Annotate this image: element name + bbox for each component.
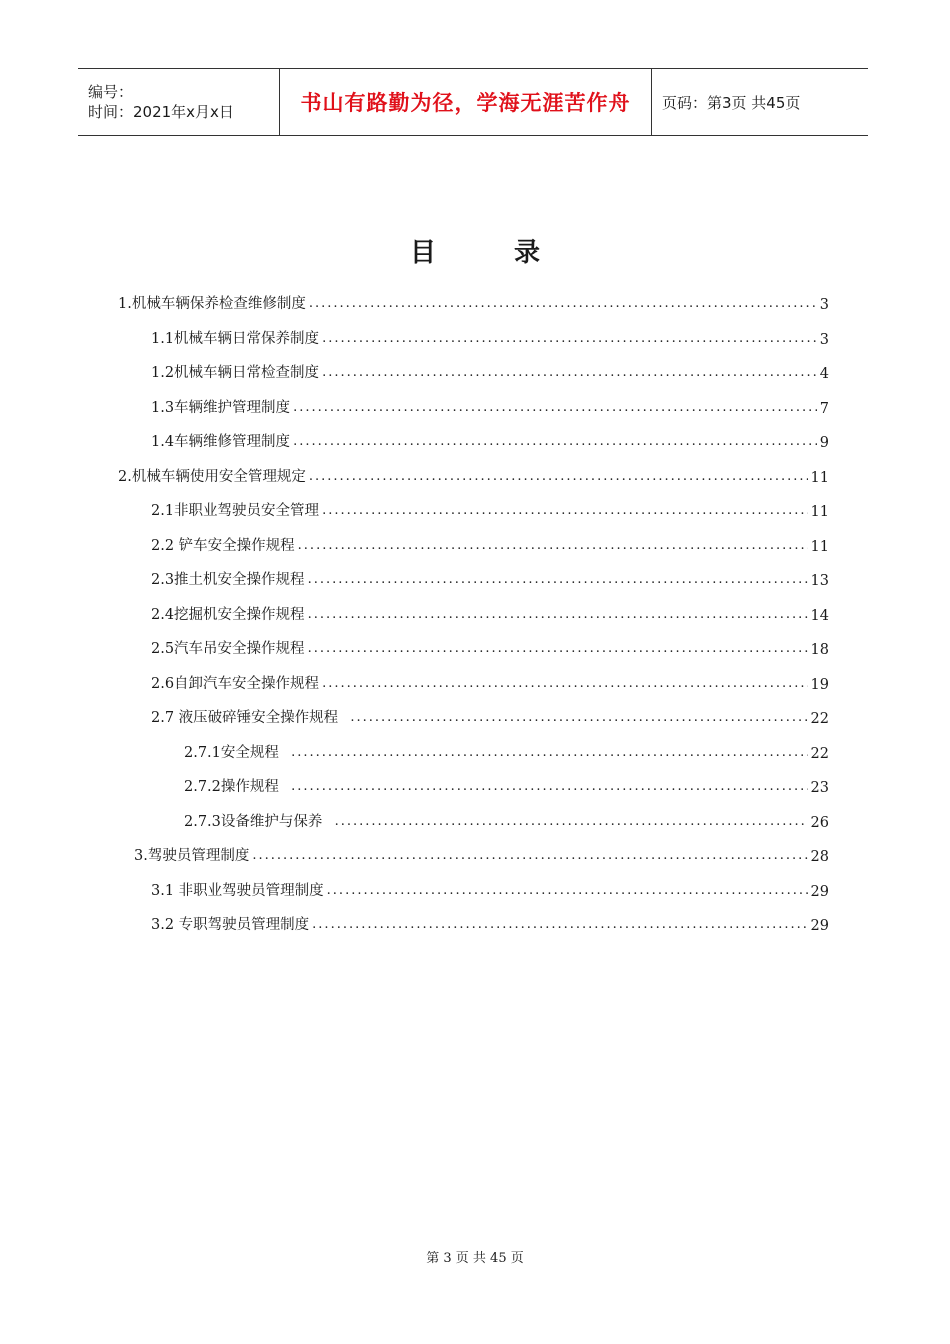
toc-entry-page: 14 [810, 607, 829, 624]
toc-entry-label: 1.1机械车辆日常保养制度 [151, 330, 320, 347]
toc-entry-page: 9 [819, 435, 829, 451]
toc-leader-dots [335, 813, 808, 831]
header-slogan-cell [279, 69, 652, 135]
toc-leader-dots [308, 606, 808, 624]
toc-leader-dots [308, 571, 808, 589]
toc-leader-dots [322, 502, 807, 520]
toc-entry[interactable] [151, 667, 829, 693]
toc-entry[interactable] [151, 908, 829, 934]
toc-entry[interactable] [118, 460, 829, 486]
toc-leader-dots [291, 744, 807, 762]
toc-leader-dots [308, 640, 808, 658]
toc-entry[interactable] [184, 805, 829, 831]
header-slogan: 书山有路勤为径，学海无涯苦作舟 [300, 91, 631, 115]
toc-entry[interactable] [151, 322, 829, 348]
toc-entry[interactable] [184, 736, 829, 762]
toc-entry[interactable] [151, 356, 829, 382]
toc-leader-dots [327, 882, 808, 900]
toc-entry[interactable] [151, 563, 829, 589]
toc-entry-label: 2.7.3设备维护与保养 [184, 813, 332, 830]
toc-leader-dots [350, 709, 807, 727]
toc-entry-page: 11 [810, 504, 829, 520]
toc-leader-dots [298, 537, 808, 555]
header-meta [78, 69, 279, 135]
toc-entry-label: 2.1非职业驾驶员安全管理 [151, 503, 320, 519]
toc-entry-label: 2.7.1安全规程 [184, 744, 289, 761]
toc-title-char-2: 录 [514, 238, 541, 268]
toc-entry-page: 26 [810, 814, 829, 831]
toc-entry-page: 18 [810, 642, 829, 658]
toc-leader-dots [291, 778, 807, 796]
page-header [78, 68, 868, 136]
toc-entry-page: 11 [810, 538, 829, 555]
toc-entry-label: 2.4挖掘机安全操作规程 [151, 606, 305, 623]
doc-time-label: 时间：2021年x月x日 [88, 103, 234, 121]
toc-leader-dots [322, 675, 807, 693]
toc-entry-page: 4 [819, 366, 829, 382]
header-page-info-cell [652, 69, 868, 135]
toc-entry-page: 29 [810, 918, 829, 934]
toc-entry-page: 3 [819, 331, 829, 348]
toc-entry-page: 22 [810, 711, 829, 727]
toc-title-char-1: 目 [409, 238, 436, 268]
toc-entry-page: 29 [810, 883, 829, 900]
toc-entry[interactable] [151, 598, 829, 624]
toc-leader-dots [293, 433, 817, 451]
toc-entry[interactable] [151, 425, 829, 451]
toc-entry-page: 3 [819, 297, 829, 313]
toc-leader-dots [322, 330, 817, 348]
toc-leader-dots [293, 399, 817, 417]
toc-entry-label: 1.3车辆维护管理制度 [151, 399, 291, 416]
toc-title [0, 232, 950, 269]
toc-entry-label: 2.7 液压破碎锤安全操作规程 [151, 710, 348, 726]
toc-entry-label: 1.2机械车辆日常检查制度 [151, 365, 320, 381]
toc-entry[interactable] [151, 701, 829, 727]
toc-leader-dots [252, 847, 807, 865]
toc-entry-page: 7 [819, 400, 829, 417]
toc-entry-label: 3.2 专职驾驶员管理制度 [151, 917, 310, 933]
toc-entry-page: 11 [810, 469, 829, 486]
doc-number-label: 编号： [88, 83, 134, 101]
toc-entry[interactable] [134, 839, 829, 865]
toc-entry-label: 2.7.2操作规程 [184, 779, 289, 795]
toc-entry-label: 2.机械车辆使用安全管理规定 [118, 468, 306, 485]
toc-entry[interactable] [151, 391, 829, 417]
toc-entry[interactable] [151, 529, 829, 555]
toc-entry-label: 2.6自卸汽车安全操作规程 [151, 675, 320, 692]
header-page-info: 页码：第3页 共45页 [662, 93, 801, 112]
toc-entry-label: 2.3推土机安全操作规程 [151, 572, 305, 588]
toc-entry-page: 13 [810, 573, 829, 589]
toc-leader-dots [312, 916, 807, 934]
toc-leader-dots [309, 295, 817, 313]
toc-entry[interactable] [151, 874, 829, 900]
toc-entry[interactable] [184, 770, 829, 796]
toc-leader-dots [309, 468, 808, 486]
toc-entry-page: 22 [810, 745, 829, 762]
page-footer: 第 3 页 共 45 页 [426, 1251, 524, 1266]
toc-entry[interactable] [151, 494, 829, 520]
toc-entry-label: 1.4车辆维修管理制度 [151, 434, 291, 450]
toc-entry-page: 28 [810, 849, 829, 865]
toc-entry-label: 2.2 铲车安全操作规程 [151, 537, 295, 554]
toc-entry-page: 23 [810, 780, 829, 796]
toc-entry-page: 19 [810, 676, 829, 693]
toc-entry[interactable] [151, 632, 829, 658]
toc-entry-label: 2.5汽车吊安全操作规程 [151, 641, 305, 657]
toc-entry[interactable] [118, 287, 829, 313]
toc-entry-label: 3.1 非职业驾驶员管理制度 [151, 882, 324, 899]
toc-leader-dots [322, 364, 817, 382]
toc-entry-label: 3.驾驶员管理制度 [134, 848, 250, 864]
toc-entry-label: 1.机械车辆保养检查维修制度 [118, 296, 306, 312]
